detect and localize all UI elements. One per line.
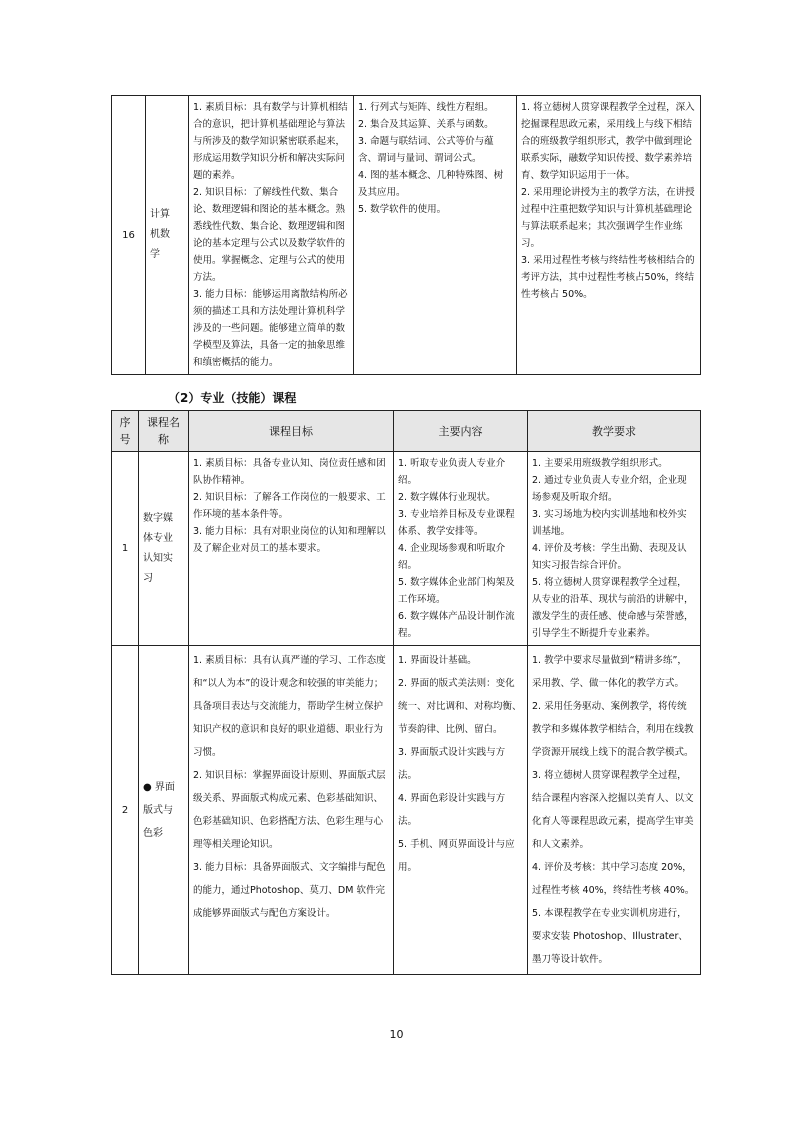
content-item: 3. 命题与联结词、公式等价与蕴含、谓词与量词、谓词公式。 — [358, 136, 494, 164]
course-name-line: 学 — [150, 249, 160, 260]
course-goals — [189, 452, 394, 646]
course-name — [146, 96, 189, 375]
requirement-item: 1. 将立德树人贯穿课程教学全过程，深入挖掘课程思政元素，采用线上与线下相结合的班级教学组织形式，教学中做到理论联系实际，融数学知识传授、数学素养培育、数学知识运用于一体。 — [521, 102, 695, 181]
header-content: 主要内容 — [394, 411, 528, 452]
course-requirements — [528, 646, 701, 975]
row-number: 16 — [112, 96, 146, 375]
course-content — [354, 96, 517, 375]
goal-item: 1. 素质目标：具有认真严谨的学习、工作态度和“以人为本”的设计观念和较强的审美能力；具备项目表达与交流能力，帮助学生树立保护知识产权的意识和良好的职业道德、职业行为习惯。 — [193, 655, 386, 758]
requirement-item: 2. 通过专业负责人专业介绍，企业现场参观及听取介绍。 — [532, 475, 687, 503]
goal-item: 3. 能力目标：具有对职业岗位的认知和理解以及了解企业对员工的基本要求。 — [193, 526, 386, 554]
row-number: 2 — [112, 646, 139, 975]
course-name-line: 数字媒 — [143, 512, 173, 524]
professional-course-table — [111, 410, 701, 975]
section-title: （2）专业（技能）课程 — [168, 391, 297, 405]
course-table-continued — [111, 95, 701, 375]
content-item: 2. 集合及其运算、关系与函数。 — [358, 119, 494, 130]
content-item: 4. 图的基本概念、几种特殊图、树及其应用。 — [358, 170, 504, 198]
content-item: 4. 企业现场参观和听取介绍。 — [398, 543, 506, 571]
goal-item: 2. 知识目标：了解线性代数、集合论、数理逻辑和图论的基本概念。熟悉线性代数、集合论、数理逻辑和图论的基本定理与公式以及数学软件的使用。掌握概念、定理与公式的使用方法。 — [193, 187, 346, 283]
content-item: 2. 界面的版式美法则：变化统一、对比调和、对称均衡、节奏韵律、比例、留白。 — [398, 678, 522, 735]
goal-item: 1. 素质目标：具备专业认知、岗位责任感和团队协作精神。 — [193, 458, 386, 486]
content-item: 5. 数学软件的使用。 — [358, 204, 447, 215]
course-name-line: 体专业 — [143, 532, 173, 544]
table-row — [112, 96, 701, 375]
header-number: 序号 — [112, 411, 139, 452]
course-content — [394, 646, 528, 975]
table-row — [112, 646, 701, 975]
goal-item: 3. 能力目标：能够运用离散结构所必须的描述工具和方法处理计算机科学涉及的一些问题。能够建立简单的数学模型及算法，具备一定的抽象思维和缜密概括的能力。 — [193, 289, 348, 368]
requirement-item: 3. 实习场地为校内实训基地和校外实训基地。 — [532, 509, 687, 537]
requirement-item: 2. 采用理论讲授为主的教学方法，在讲授过程中注重把数学知识与计算机基础理论与算法联系起来；其次强调学生作业练习。 — [521, 187, 695, 249]
course-name-line: 计算 — [150, 209, 170, 220]
table-row — [112, 452, 701, 646]
requirement-item: 3. 采用过程性考核与终结性考核相结合的考评方法，其中过程性考核占50%，终结性考核占 50%。 — [521, 255, 695, 300]
content-item: 6. 数字媒体产品设计制作流程。 — [398, 611, 515, 639]
requirement-item: 2. 采用任务驱动、案例教学，将传统教学和多媒体教学相结合，利用在线教学资源开展线上线下的混合教学模式。 — [532, 701, 694, 758]
requirement-item: 1. 教学中要求尽量做到“精讲多练”，采用教、学、做一体化的教学方式。 — [532, 655, 687, 689]
requirement-item: 1. 主要采用班级教学组织形式。 — [532, 458, 668, 469]
content-item: 3. 专业培养目标及专业课程体系、教学安排等。 — [398, 509, 515, 537]
content-item: 1. 听取专业负责人专业介绍。 — [398, 458, 506, 486]
content-item: 5. 数字媒体企业部门构架及工作环境。 — [398, 577, 515, 605]
goal-item: 2. 知识目标：了解各工作岗位的一般要求、工作环境的基本条件等。 — [193, 492, 386, 520]
content-item: 4. 界面色彩设计实践与方法。 — [398, 793, 506, 827]
course-name-line: 色彩 — [143, 827, 163, 839]
course-name-line: ● 界面 — [143, 781, 175, 793]
page-number: 10 — [389, 1028, 404, 1041]
course-name-line: 习 — [143, 572, 153, 584]
course-name — [139, 646, 189, 975]
course-goals — [189, 646, 394, 975]
course-requirements — [528, 452, 701, 646]
course-name-line: 认知实 — [143, 552, 173, 564]
course-content — [394, 452, 528, 646]
requirement-item: 4. 评价及考核：其中学习态度 20%，过程性考核 40%，终结性考核 40%。 — [532, 862, 695, 896]
goal-item: 3. 能力目标：具备界面版式、文字编排与配色的能力，通过Photoshop、莫刀、DM 软件完成能够界面版式与配色方案设计。 — [193, 862, 386, 919]
course-name-line: 版式与 — [143, 804, 173, 816]
goal-item: 1. 素质目标：具有数学与计算机相结合的意识，把计算机基础理论与算法与所涉及的数学知识紧密联系起来，形成运用数学知识分析和解决实际问题的素养。 — [193, 102, 348, 181]
content-item: 1. 界面设计基础。 — [398, 655, 477, 666]
row-number: 1 — [112, 452, 139, 646]
table-header-row — [112, 411, 701, 452]
requirement-item: 3. 将立德树人贯穿课程教学全过程，结合课程内容深入挖掘以美育人、以文化育人等课程思政元素，提高学生审美和人文素养。 — [532, 770, 694, 850]
course-requirements — [517, 96, 701, 375]
requirement-item: 5. 本课程教学在专业实训机房进行，要求安装 Photoshop、Illustrater、墨刀等设计软件。 — [532, 908, 688, 965]
course-name — [139, 452, 189, 646]
course-goals — [189, 96, 354, 375]
content-item: 2. 数字媒体行业现状。 — [398, 492, 496, 503]
content-item: 5. 手机、网页界面设计与应用。 — [398, 839, 515, 873]
goal-item: 2. 知识目标：掌握界面设计原则、界面版式层级关系、界面版式构成元素、色彩基础知识、色彩基础知识、色彩搭配方法、色彩生理与心理等相关理论知识。 — [193, 770, 386, 850]
content-item: 1. 行列式与矩阵、线性方程组。 — [358, 102, 494, 113]
header-goals: 课程目标 — [189, 411, 394, 452]
content-item: 3. 界面版式设计实践与方法。 — [398, 747, 506, 781]
course-name-line: 机数 — [150, 229, 170, 240]
header-requirements: 教学要求 — [528, 411, 701, 452]
header-course-name: 课程名称 — [139, 411, 189, 452]
requirement-item: 4. 评价及考核：学生出勤、表现及认知实习报告综合评价。 — [532, 543, 687, 571]
requirement-item: 5. 将立德树人贯穿课程教学全过程，从专业的沿革、现状与前沿的讲解中，激发学生的责任感、使命感与荣誉感，引导学生不断提升专业素养。 — [532, 577, 694, 639]
